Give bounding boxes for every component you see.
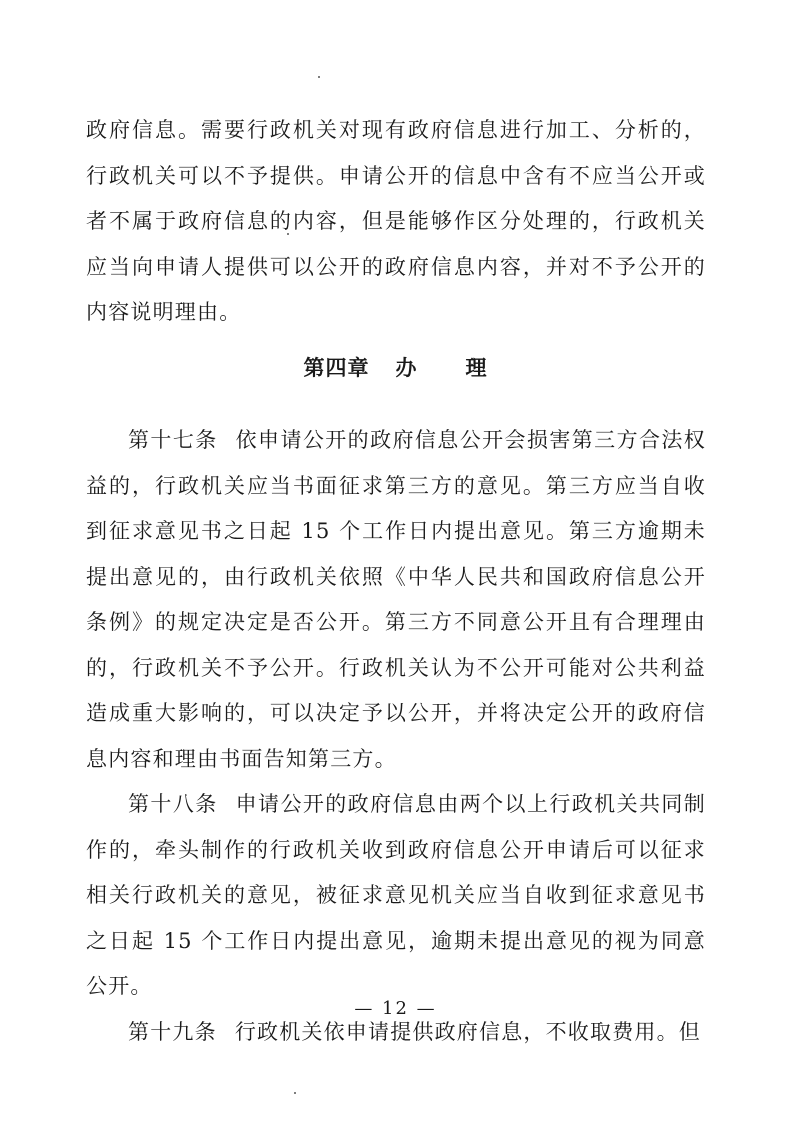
chapter-heading bbox=[0, 352, 791, 382]
article-title: 第十八条 bbox=[128, 792, 218, 816]
article-body: 行政机关依申请提供政府信息，不收取费用。但 bbox=[234, 1019, 702, 1044]
article-body: 依申请公开的政府信息公开会损害第三方合法权益的，行政机关应当书面征求第三方的意见。第三方应当自收到征求意见书之日起 15 个工作日内提出意见。第三方逾期未提出意见的，由行政机关依照《中华人民共和国政府信息公开条例》的规定决定是否公开。第三方不同意公开且有合理理由的，行政机关不予公开。行政机关认为不公开可能对公共利益造成重大影响的，可以决定予以公开，并将决定公开的政府信息内容和理由书面告知第三方。 bbox=[86, 428, 706, 771]
scan-speck bbox=[294, 1092, 296, 1094]
article-body: 申请公开的政府信息由两个以上行政机关共同制作的，牵头制作的行政机关收到政府信息公开申请后可以征求相关行政机关的意见，被征求意见机关应当自收到征求意见书之日起 15 个工作日内提出意见，逾期未提出意见的视为同意公开。 bbox=[86, 792, 706, 998]
article-17 bbox=[86, 418, 706, 782]
articles-block bbox=[86, 418, 706, 1055]
article-title: 第十九条 bbox=[128, 1019, 217, 1044]
page-number: — 12 — bbox=[354, 998, 437, 1019]
chapter-title-char-1: 办 bbox=[395, 356, 418, 380]
paragraph-text: 政府信息。需要行政机关对现有政府信息进行加工、分析的，行政机关可以不予提供。申请公开的信息中含有不应当公开或者不属于政府信息的内容，但是能够作区分处理的，行政机关应当向申请人提供可以公开的政府信息内容，并对不予公开的内容说明理由。 bbox=[86, 118, 706, 324]
chapter-number: 第四章 bbox=[303, 356, 370, 380]
chapter-title-char-2: 理 bbox=[465, 356, 488, 380]
article-18 bbox=[86, 782, 706, 1010]
article-title: 第十七条 bbox=[128, 428, 218, 452]
scan-speck bbox=[318, 76, 320, 78]
continuation-paragraph bbox=[86, 108, 706, 336]
